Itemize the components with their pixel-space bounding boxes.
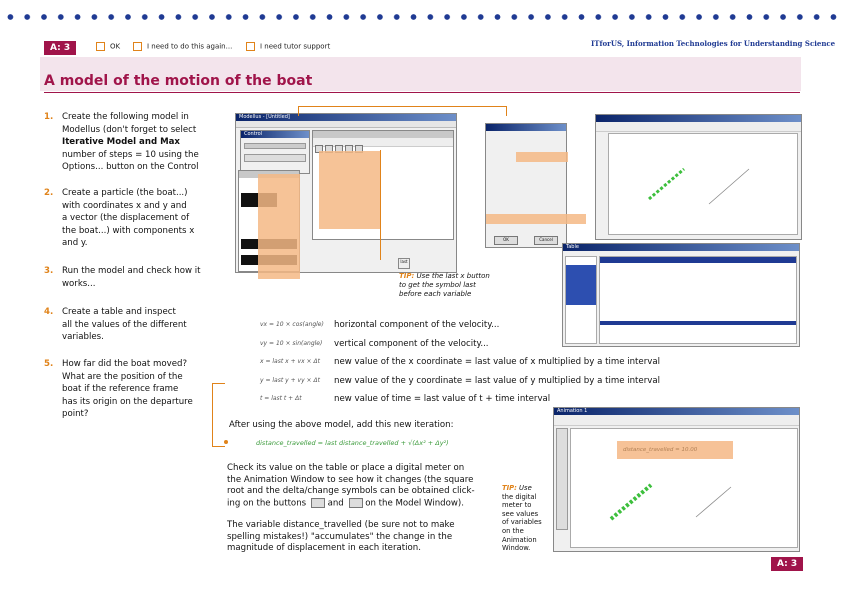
option-tutor[interactable]: I need tutor support — [246, 42, 330, 51]
animation-trail — [571, 429, 797, 547]
paragraph-variable: The variable distance_travelled (be sure not to make spelling mistakes!) "accumulates" the change in the magnitude of displacement in each iteration. — [227, 520, 455, 553]
sqrt-button-icon — [311, 498, 325, 508]
options-ok-button[interactable]: OK — [494, 236, 518, 245]
paragraph-check: Check its value on the table or place a digital meter on the Animation Window to see how it changes (the square root and the delta/change symbols can be obtained click- ing on the buttons and on the Model Window). — [227, 463, 475, 508]
connector-line — [212, 383, 225, 447]
step-1: 1. Create the following model in Modellus (don't forget to select Iterative Model and Max number of steps = 10 using the Options... button on the Control — [44, 112, 199, 172]
table-grid — [599, 256, 797, 344]
animation-tool-palette[interactable] — [556, 428, 568, 530]
equation-y: y = last y + vy × Δt — [260, 377, 320, 384]
dotted-rule — [0, 12, 841, 22]
credit-text: ITforUS, Information Technologies for Understanding Science — [591, 39, 836, 48]
connector-options — [298, 106, 507, 116]
modellus-titlebar: Modellus - [Untitled] — [236, 114, 456, 121]
model-highlight — [319, 151, 381, 229]
options-dialog — [485, 123, 567, 248]
delta-button-icon — [349, 498, 363, 508]
desc-t: new value of time = last value of t + time interval — [334, 394, 551, 404]
checkbox-tutor[interactable] — [246, 42, 255, 51]
tip-last-button: TIP: Use the last x button to get the symbol last before each variable — [399, 272, 490, 298]
desc-vy: vertical component of the velocity... — [334, 339, 489, 349]
option-ok[interactable]: OK — [96, 42, 120, 51]
iteration-formula: distance_travelled = last distance_travelled + √(Δx² + Δy²) — [256, 439, 449, 447]
animation-window: Animation 1 distance_travelled = 10.00 — [553, 407, 800, 552]
equation-vy: vy = 10 × sin(angle) — [260, 340, 323, 347]
menu-bar — [236, 121, 456, 128]
modellus-window — [235, 113, 457, 273]
equation-t: t = last t + Δt — [260, 395, 302, 402]
activity-badge: A: 3 — [44, 41, 76, 55]
checkbox-ok[interactable] — [96, 42, 105, 51]
table-window: Table — [562, 243, 800, 347]
last-button-icon: last — [398, 258, 410, 269]
animation-toolbar — [554, 415, 799, 426]
step-2: 2. Create a particle (the boat...) with coordinates x and y and a vector (the displacement of the boat...) with components x and y. — [44, 188, 195, 248]
connector-dot — [224, 440, 228, 444]
control-window: Control — [240, 130, 310, 174]
step-5: 5. How far did the boat moved? What are the position of the boat if the reference frame has its origin on the departure point? — [44, 359, 193, 419]
checkbox-again[interactable] — [133, 42, 142, 51]
animation-window-top — [595, 114, 802, 240]
equation-vx: vx = 10 × cos(angle) — [260, 321, 324, 328]
page-title: A model of the motion of the boat — [44, 73, 313, 89]
title-rule — [44, 92, 800, 93]
animation-canvas — [570, 428, 798, 548]
desc-x: new value of the x coordinate = last value of x multiplied by a time interval — [334, 357, 660, 367]
progress-slider[interactable] — [244, 143, 306, 149]
desc-y: new value of the y coordinate = last value of y multiplied by a time interval — [334, 376, 660, 386]
step-4: 4. Create a table and inspect all the values of the different variables. — [44, 307, 187, 342]
footer-badge: A: 3 — [771, 557, 803, 571]
digital-meter[interactable]: distance_travelled = 10.00 — [617, 441, 733, 459]
equation-x: x = last x + vx × Δt — [260, 358, 320, 365]
animation-trail-top — [609, 134, 797, 234]
options-cancel-button[interactable]: Cancel — [534, 236, 558, 245]
model-window — [312, 130, 454, 240]
tip-digital-meter: TIP: Use the digital meter to see values of variables on the Animation Window. — [502, 484, 542, 553]
step-3: 3. Run the model and check how it works... — [44, 266, 201, 289]
model-toolbar — [313, 138, 453, 147]
connector-tip — [380, 150, 382, 260]
animation-highlight — [258, 174, 300, 279]
desc-vx: horizontal component of the velocity... — [334, 320, 500, 330]
option-again[interactable]: I need to do this again... — [133, 42, 232, 51]
control-buttons[interactable] — [244, 154, 306, 162]
iteration-intro: After using the above model, add this new iteration: — [229, 420, 454, 430]
